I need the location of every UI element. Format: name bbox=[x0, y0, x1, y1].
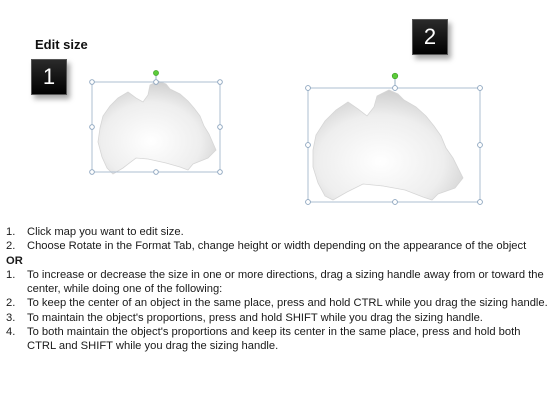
item-text: To increase or decrease the size in one or more directions, drag a sizing handle away from or toward the center, while doing one of the following: bbox=[27, 268, 544, 296]
resize-handle-ne[interactable] bbox=[218, 80, 223, 85]
resize-handle-w[interactable] bbox=[90, 125, 95, 130]
instruction-item bbox=[0, 311, 560, 325]
resize-handle-se[interactable] bbox=[478, 200, 483, 205]
step-1-badge: 1 bbox=[31, 59, 67, 95]
resize-handle-s[interactable] bbox=[393, 200, 398, 205]
step-2-badge: 2 bbox=[412, 19, 448, 55]
item-text: To maintain the object's proportions, press and hold SHIFT while you drag the sizing handle. bbox=[27, 311, 483, 324]
map-shape bbox=[98, 81, 216, 174]
map-object-small[interactable] bbox=[88, 68, 228, 178]
instruction-item bbox=[0, 268, 560, 297]
instruction-item bbox=[0, 225, 560, 239]
instructions bbox=[0, 225, 560, 354]
item-text: Click map you want to edit size. bbox=[27, 226, 184, 238]
item-number: 2. bbox=[6, 240, 16, 253]
resize-handle-ne[interactable] bbox=[478, 86, 483, 91]
resize-handle-e[interactable] bbox=[218, 125, 223, 130]
item-number: 1. bbox=[6, 268, 16, 281]
map-shape bbox=[313, 90, 463, 200]
resize-handle-nw[interactable] bbox=[90, 80, 95, 85]
rotate-handle[interactable] bbox=[392, 73, 398, 79]
resize-handle-w[interactable] bbox=[306, 143, 311, 148]
edit-size-title: Edit size bbox=[35, 37, 88, 52]
map-object-large[interactable] bbox=[303, 70, 483, 205]
instruction-item bbox=[0, 325, 560, 354]
item-number: 4. bbox=[6, 326, 16, 339]
resize-handle-sw[interactable] bbox=[306, 200, 311, 205]
resize-handle-sw[interactable] bbox=[90, 170, 95, 175]
item-number: 3. bbox=[6, 311, 16, 324]
item-text: To both maintain the object's proportions and keep its center in the same place, press and hold both CTRL and SHIFT while you drag the sizing handle. bbox=[27, 326, 521, 353]
item-number: 2. bbox=[6, 297, 16, 310]
resize-handle-nw[interactable] bbox=[306, 86, 311, 91]
resize-handle-n[interactable] bbox=[393, 86, 398, 91]
resize-handle-n[interactable] bbox=[154, 80, 159, 85]
item-text: Choose Rotate in the Format Tab, change height or width depending on the appearance of the object bbox=[27, 240, 527, 253]
instruction-item bbox=[0, 296, 560, 310]
item-number: 1. bbox=[6, 226, 16, 238]
item-text: To keep the center of an object in the same place, press and hold CTRL while you drag the sizing handle. bbox=[27, 297, 548, 310]
instruction-item bbox=[0, 239, 560, 253]
rotate-handle[interactable] bbox=[153, 70, 158, 75]
resize-handle-e[interactable] bbox=[478, 143, 483, 148]
resize-handle-s[interactable] bbox=[154, 170, 159, 175]
resize-handle-se[interactable] bbox=[218, 170, 223, 175]
or-label: OR bbox=[6, 254, 23, 267]
